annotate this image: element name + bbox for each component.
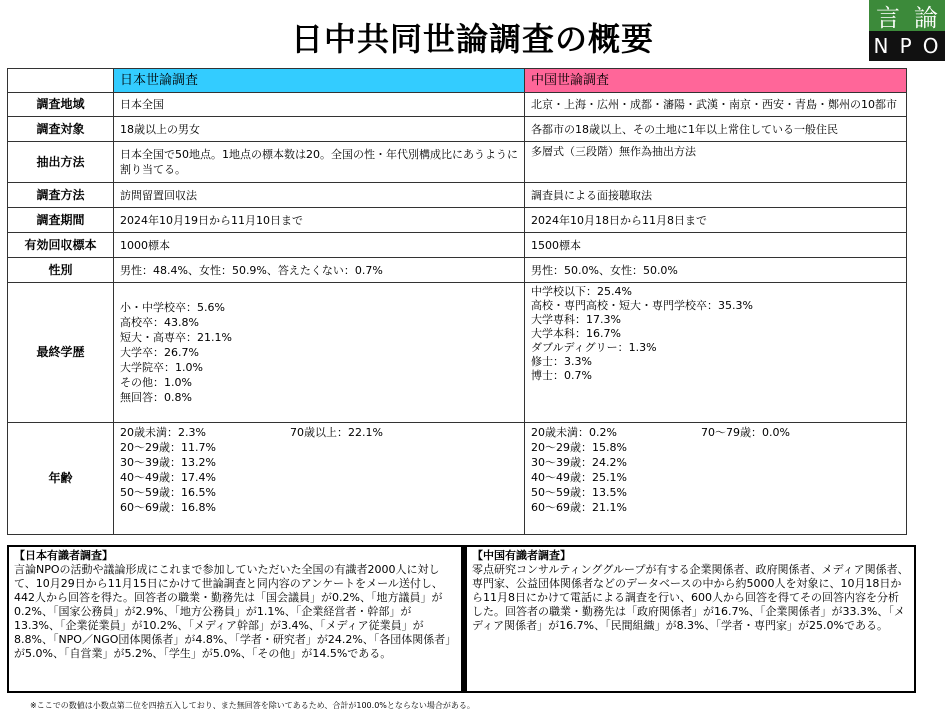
japan-education-list bbox=[114, 283, 525, 423]
japan-value: 男性：48.4%、女性：50.9%、答えたくない：0.7% bbox=[114, 258, 525, 283]
list-item: 70～79歳：0.0% bbox=[701, 426, 790, 439]
table-header-row bbox=[8, 69, 907, 93]
logo-char: P bbox=[899, 34, 914, 58]
list-item: 50～59歳：16.5% bbox=[120, 486, 216, 499]
page-title: 日中共同世論調査の概要 bbox=[290, 20, 654, 58]
list-item: 大学本科：16.7% bbox=[531, 327, 621, 340]
list-item: 60～69歳：16.8% bbox=[120, 501, 216, 514]
logo-char: 論 bbox=[914, 4, 938, 32]
list-item: 高校・専門高校・短大・専門学校卒：35.3% bbox=[531, 299, 753, 312]
row-label: 性別 bbox=[8, 258, 114, 283]
row-label: 調査期間 bbox=[8, 208, 114, 233]
list-item: ダブルディグリー：1.3% bbox=[531, 341, 657, 354]
japan-value: 訪問留置回収法 bbox=[114, 183, 525, 208]
china-value: 各都市の18歳以上、その土地に1年以上常住している一般住民 bbox=[525, 117, 907, 142]
japan-value: 日本全国で50地点。1地点の標本数は20。全国の性・年代別構成比にあうように割り当てる。 bbox=[114, 142, 525, 183]
logo-char: O bbox=[922, 34, 941, 58]
china-value: 男性：50.0%、女性：50.0% bbox=[525, 258, 907, 283]
list-item: 大学卒：26.7% bbox=[120, 346, 199, 359]
row-label: 調査対象 bbox=[8, 117, 114, 142]
header-china-survey: 中国世論調査 bbox=[525, 69, 907, 93]
education-row bbox=[8, 283, 907, 423]
china-value: 多層式（三段階）無作為抽出方法 bbox=[525, 142, 907, 183]
japan-value: 2024年10月19日から11月10日まで bbox=[114, 208, 525, 233]
china-expert-survey-note bbox=[463, 545, 916, 693]
japan-age-list bbox=[114, 423, 525, 535]
survey-overview-table bbox=[7, 68, 907, 535]
list-item: 中学校以下：25.4% bbox=[531, 285, 632, 298]
table-row bbox=[8, 233, 907, 258]
table-row bbox=[8, 142, 907, 183]
list-item: 大学専科：17.3% bbox=[531, 313, 621, 326]
header-japan-survey: 日本世論調査 bbox=[114, 69, 525, 93]
list-item: 40～49歳：25.1% bbox=[531, 471, 627, 484]
japan-value: 日本全国 bbox=[114, 93, 525, 117]
china-value: 調査員による面接聴取法 bbox=[525, 183, 907, 208]
note-body: 言論NPOの活動や議論形成にこれまで参加していただいた全国の有識者2000人に対して、10月29日から11月15日にかけて世論調査と同内容のアンケートをメール送付し、442人から回答を得た。回答者の職業・勤務先は「国会議員」が0.2%、「地方議員」が0.2%、「国家公務員」が2.9%、「地方公務員」が1.1%、「企業経営者・幹部」が13.3%、「企業従業員」が10.2%、「メディア幹部」が3.4%、「メディア従業員」が8.8%、「NPO／NGO団体関係者」が4.8%、「学者・研究者」が24.2%、「各団体関係者」が5.0%、「自営業」が5.2%、「学生」が5.0%、「その他」が14.5%である。 bbox=[14, 563, 451, 660]
table-row bbox=[8, 93, 907, 117]
list-item: 小・中学校卒：5.6% bbox=[120, 301, 225, 314]
china-education-list bbox=[525, 283, 907, 423]
list-item: 短大・高専卒：21.1% bbox=[120, 331, 232, 344]
list-item: 修士：3.3% bbox=[531, 355, 592, 368]
china-age-list bbox=[525, 423, 907, 535]
list-item: 20歳未満：2.3% bbox=[120, 426, 206, 439]
footnote: ※ここでの数値は小数点第二位を四捨五入しており、また無回答を除いてあるため、合計が100.0%とならない場合がある。 bbox=[30, 701, 475, 710]
list-item: 50～59歳：13.5% bbox=[531, 486, 627, 499]
list-item: 70歳以上：22.1% bbox=[290, 426, 383, 439]
logo-char: N bbox=[873, 34, 891, 58]
list-item: 20～29歳：11.7% bbox=[120, 441, 216, 454]
note-body: 零点研究コンサルティンググループが有する企業関係者、政府関係者、メディア関係者、専門家、公益団体関係者などのデータベースの中から約5000人を対象に、10月18日から11月8日にかけて電話による調査を行い、600人から回答を得てその回答内容を分析した。回答者の職業・勤務先は「政府関係者」が16.7%、「企業関係者」が33.3%、「メディア関係者」が16.7%、「民間組織」が8.3%、「学者・専門家」が25.0%である。 bbox=[472, 563, 909, 632]
japan-expert-survey-note bbox=[7, 545, 463, 693]
row-label: 調査方法 bbox=[8, 183, 114, 208]
row-label: 年齢 bbox=[8, 423, 114, 535]
table-row bbox=[8, 117, 907, 142]
japan-value: 18歳以上の男女 bbox=[114, 117, 525, 142]
list-item: その他：1.0% bbox=[120, 376, 192, 389]
list-item: 30～39歳：13.2% bbox=[120, 456, 216, 469]
list-item: 博士：0.7% bbox=[531, 369, 592, 382]
list-item: 高校卒：43.8% bbox=[120, 316, 199, 329]
china-value: 1500標本 bbox=[525, 233, 907, 258]
list-item: 20歳未満：0.2% bbox=[531, 426, 617, 439]
china-value: 北京・上海・広州・成都・瀋陽・武漢・南京・西安・青島・鄭州の10都市 bbox=[525, 93, 907, 117]
list-item: 大学院卒：1.0% bbox=[120, 361, 203, 374]
list-item: 20～29歳：15.8% bbox=[531, 441, 627, 454]
row-label: 有効回収標本 bbox=[8, 233, 114, 258]
row-label: 調査地域 bbox=[8, 93, 114, 117]
header-empty-cell bbox=[8, 69, 114, 93]
list-item: 無回答：0.8% bbox=[120, 391, 192, 404]
age-row bbox=[8, 423, 907, 535]
japan-value: 1000標本 bbox=[114, 233, 525, 258]
genron-npo-logo bbox=[869, 0, 945, 61]
list-item: 30～39歳：24.2% bbox=[531, 456, 627, 469]
china-value: 2024年10月18日から11月8日まで bbox=[525, 208, 907, 233]
logo-char: 言 bbox=[876, 4, 900, 32]
table-row bbox=[8, 258, 907, 283]
row-label: 抽出方法 bbox=[8, 142, 114, 183]
table-row bbox=[8, 208, 907, 233]
note-heading: 【日本有識者調査】 bbox=[14, 549, 113, 562]
note-heading: 【中国有識者調査】 bbox=[472, 549, 571, 562]
row-label: 最終学歴 bbox=[8, 283, 114, 423]
list-item: 40～49歳：17.4% bbox=[120, 471, 216, 484]
table-row bbox=[8, 183, 907, 208]
list-item: 60～69歳：21.1% bbox=[531, 501, 627, 514]
